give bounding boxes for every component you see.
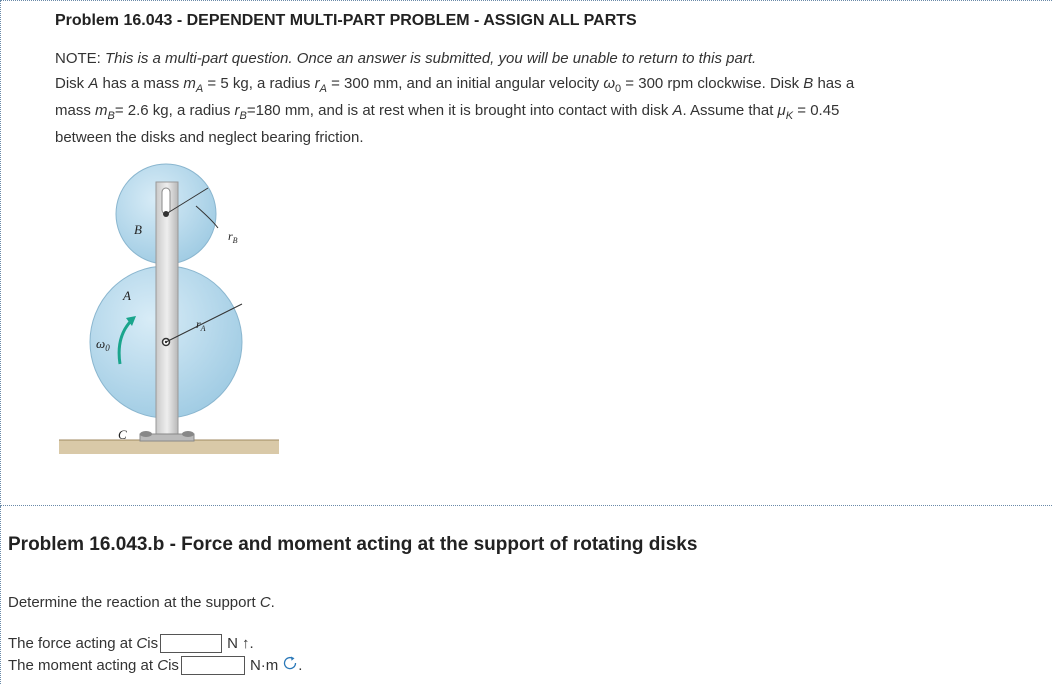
- subscript: A: [195, 83, 204, 95]
- arrow-up-icon: ↑.: [241, 635, 254, 652]
- moment-row: [8, 655, 302, 675]
- label-omega: $\omega_0$: [96, 336, 110, 353]
- statement-line-3: between the disks and neglect bearing friction.: [55, 129, 364, 146]
- subscript: 0: [615, 83, 622, 95]
- note-label: NOTE:: [55, 50, 101, 67]
- panel-border: [0, 506, 2, 684]
- counterclockwise-icon: [282, 655, 298, 675]
- problem-title: Problem 16.043 - DEPENDENT MULTI-PART PROBLEM - ASSIGN ALL PARTS: [55, 12, 637, 29]
- subscript: A: [319, 83, 327, 95]
- note-line: [55, 46, 1015, 71]
- statement-line-1: [55, 71, 1015, 98]
- var: m: [183, 75, 196, 92]
- var: m: [95, 102, 108, 119]
- moment-label: The moment acting at: [8, 656, 154, 674]
- force-unit: N: [227, 635, 238, 652]
- text: is: [168, 656, 179, 674]
- var: μ: [777, 102, 786, 119]
- label-a: A: [123, 288, 131, 303]
- moment-input[interactable]: [181, 656, 245, 675]
- force-input[interactable]: [160, 634, 222, 653]
- part-b-title: Problem 16.043.b - Force and moment acting at the support of rotating disks: [8, 534, 698, 555]
- label-c: C: [118, 427, 127, 442]
- text: = 2.6 kg, a radius: [114, 102, 235, 119]
- text: = 300 rpm clockwise. Disk: [621, 75, 804, 92]
- part-b-prompt: [8, 594, 275, 611]
- text: =180 mm, and is at rest when it is brought into contact with disk: [246, 102, 673, 119]
- subscript: B: [239, 110, 247, 122]
- var: C: [259, 594, 271, 611]
- text: has a: [813, 75, 855, 92]
- var: B: [803, 75, 814, 92]
- var: C: [136, 635, 148, 652]
- text: has a mass: [98, 75, 184, 92]
- text: = 0.45: [793, 102, 840, 119]
- text: mass: [55, 102, 96, 119]
- text: is: [147, 635, 159, 652]
- text: .: [298, 656, 303, 674]
- var: ω: [603, 75, 616, 92]
- var: A: [88, 75, 99, 92]
- force-label: The force acting at: [8, 635, 133, 652]
- text: . Assume that: [682, 102, 778, 119]
- text: Determine the reaction at the support: [8, 594, 260, 611]
- label-rb: $r_B$: [228, 229, 238, 245]
- subscript: K: [785, 110, 794, 122]
- var: C: [157, 656, 169, 674]
- text: .: [270, 594, 275, 611]
- text: Disk: [55, 75, 89, 92]
- subscript: B: [107, 110, 115, 122]
- text: = 300 mm, and an initial angular velocity: [326, 75, 604, 92]
- support-arm: [156, 182, 178, 440]
- statement-line-2: [55, 98, 1015, 125]
- disks-figure: [56, 158, 282, 458]
- force-row: [8, 634, 254, 653]
- note-text: This is a multi-part question. Once an answer is submitted, you will be unable to return to this part.: [105, 50, 757, 67]
- ground: [59, 440, 279, 454]
- label-ra: $r_A$: [196, 317, 206, 333]
- moment-unit: N·m: [249, 656, 279, 674]
- var: r: [314, 75, 320, 92]
- var: A: [672, 102, 683, 119]
- var: r: [234, 102, 240, 119]
- problem-statement: [55, 46, 1015, 150]
- label-b: B: [134, 222, 142, 237]
- text: = 5 kg, a radius: [203, 75, 315, 92]
